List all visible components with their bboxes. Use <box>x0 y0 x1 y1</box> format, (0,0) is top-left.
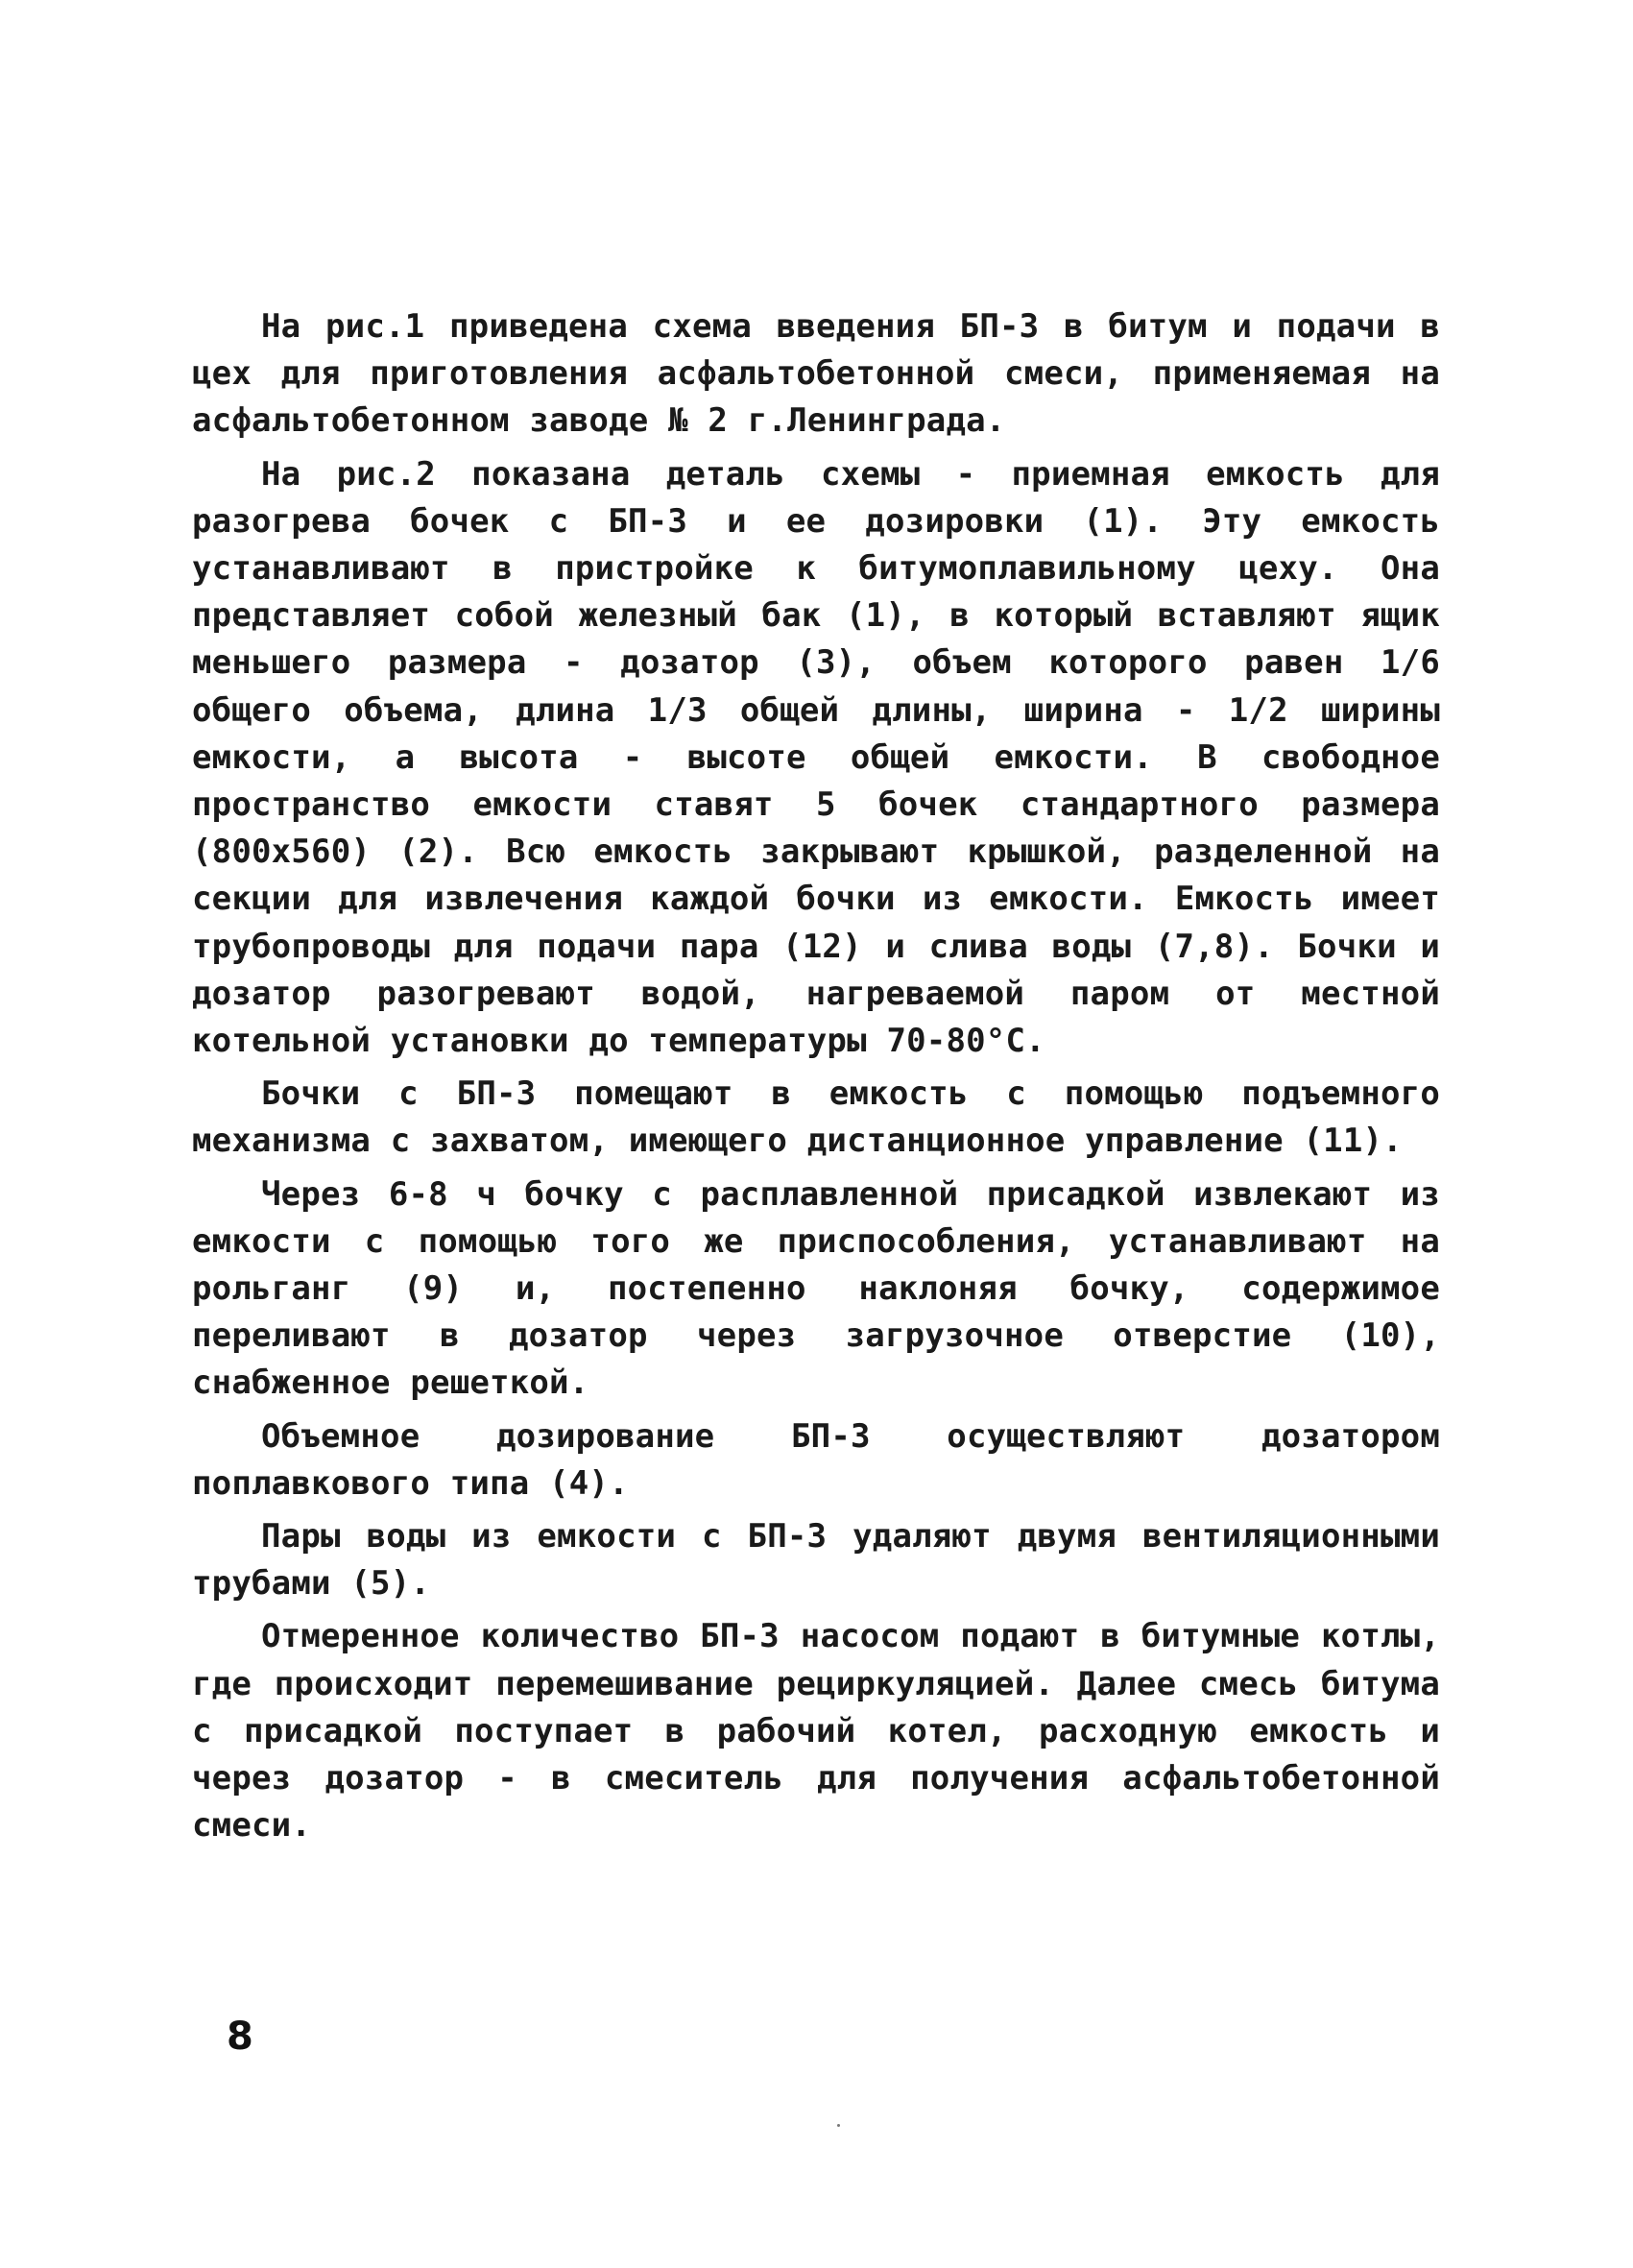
paragraph-4: Через 6-8 ч бочку с расплавленной присадкой извлекают из емкости с помощью того же приспособления, устанавливают на рольганг (9) и, постепенно наклоняя бочку, содержимое переливают в дозатор через загрузочное отверстие (10), снабженное решеткой. <box>192 1174 1440 1403</box>
paragraph-1: На рис.1 приведена схема введения БП-3 в битум и подачи в цех для приготовления асфальтобетонной смеси, применяемая на асфальтобетонном заводе № 2 г.Ленинграда. <box>192 307 1440 441</box>
paragraph-2: На рис.2 показана деталь схемы - приемная емкость для разогрева бочек с БП-3 и ее дозировки (1). Эту емкость устанавливают в пристройке к битумоплавильному цеху. Она представляет собой железный бак (1), в который вставляют ящик меньшего размера - дозатор (3), объем которого равен 1/6 общего объема, длина 1/3 общей длины, ширина - 1/2 ширины емкости, а высота - высоте общей емкости. В свободное пространство емкости ставят 5 бочек стандартного размера (800x560) (2). Всю емкость закрывают крышкой, разделенной на секции для извлечения каждой бочки из емкости. Емкость имеет трубопроводы для подачи пара (12) и слива воды (7,8). Бочки и дозатор разогревают водой, нагреваемой паром от местной котельной установки до температуры 70-80°С. <box>192 454 1440 1061</box>
scan-speck <box>837 2124 840 2127</box>
page-number: 8 <box>227 2015 253 2059</box>
paragraph-6: Пары воды из емкости с БП-3 удаляют двумя вентиляционными трубами (5). <box>192 1517 1440 1604</box>
body-text <box>192 303 1440 1856</box>
paragraph-7: Отмеренное количество БП-3 насосом подают в битумные котлы, где происходит перемешивание рециркуляцией. Далее смесь битума с присадкой поступает в рабочий котел, расходную емкость и через дозатор - в смеситель для получения асфальтобетонной смеси. <box>192 1617 1440 1846</box>
paragraph-5: Объемное дозирование БП-3 осуществляют дозатором поплавкового типа (4). <box>192 1416 1440 1503</box>
paragraph-3: Бочки с БП-3 помещают в емкость с помощью подъемного механизма с захватом, имеющего дистанционное управление (11). <box>192 1074 1440 1161</box>
